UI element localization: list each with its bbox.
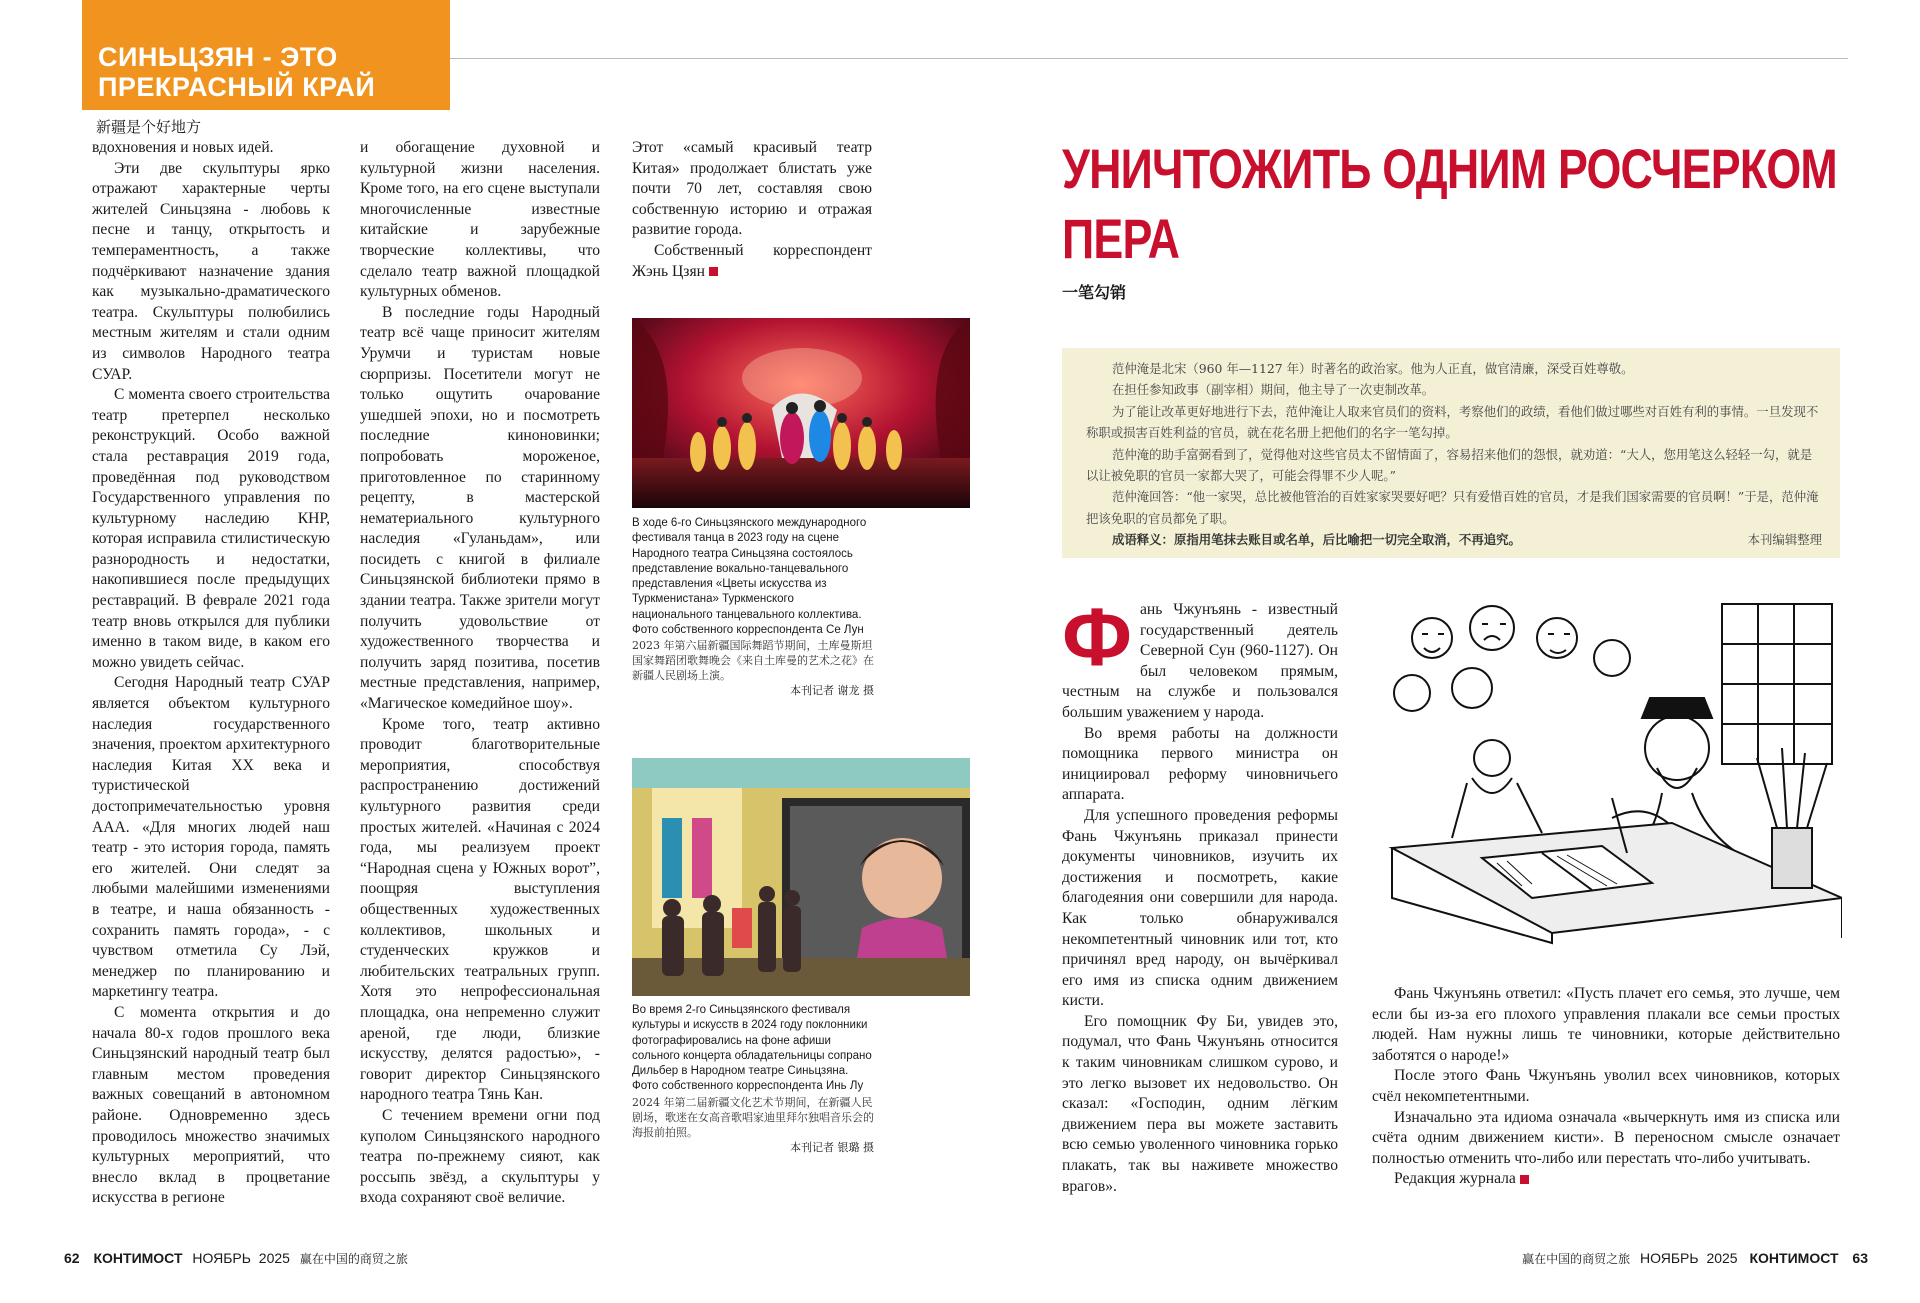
chinese-story-box	[1062, 348, 1840, 558]
zh-paragraph: 在担任参知政事（副宰相）期间，他主导了一次吏制改革。	[1112, 382, 1435, 398]
paragraph: Этот «самый красивый театр Китая» продолжает блистать уже почти 70 лет, составляя свою собственную историю и отражая развитие города.	[632, 139, 872, 239]
photo-credit: 本刊记者 谢龙 摄	[790, 684, 874, 698]
zh-paragraph: 为了能让改革更好地进行下去，范仲淹让人取来官员们的资料，考察他们的政绩，看他们做过哪些对百姓有利的事情。一旦发现不称职或损害百姓利益的官员，就在花名册上把他们的名字一笔勾掉。	[1086, 403, 1819, 441]
right-column-a	[1062, 600, 1338, 1220]
headline-line2: ПЕРА	[1062, 207, 1180, 270]
issue-month: НОЯБРЬ	[192, 1250, 251, 1266]
paragraph: Эти две скульптуры ярко отражают характерные черты жителей Синьцзяна - любовь к песне и танцу, открытость и темпераментность, а также подчёркивают назначение здания как музыкально-драматического театра. Скульптуры полюбились местным жителям и стали одним из символов Народного театра СУАР.	[92, 159, 330, 383]
left-column-3	[632, 138, 872, 288]
issue-year: 2025	[1706, 1250, 1738, 1266]
photo-theater-lobby	[632, 758, 970, 996]
paragraph: вдохновения и новых идей.	[92, 139, 274, 156]
slogan-zh: 赢在中国的商贸之旅	[299, 1252, 408, 1266]
paragraph: Во время работы на должности помощника первого министра он инициировал реформу чиновничьего аппарата.	[1062, 724, 1338, 804]
paragraph: С течением времени огни под куполом Синьцзянского народного театра по-прежнему сияют, как россыпь звёзд, а скульптуры у входа сохраняют своё величие.	[360, 1106, 600, 1207]
end-mark-icon	[709, 267, 718, 276]
section-title-line2: ПРЕКРАСНЫЙ КРАЙ	[98, 72, 376, 102]
paragraph: Его помощник Фу Би, увидев это, подумал, что Фань Чжунъянь относится к таким чиновникам слишком сурово, и это легко вызовет их недовольство. Он сказал: «Господин, одним лёгким движением пера вы можете заставить всю семью уволенного чиновника горько плакать, так вы наживете множество врагов».	[1062, 1012, 1338, 1195]
page-number-left: 62	[64, 1250, 80, 1266]
page-number-right: 63	[1852, 1250, 1868, 1266]
magazine-brand: КОНТИМОСТ	[93, 1250, 183, 1266]
paragraph: После этого Фань Чжунъянь уволил всех чиновников, которых счёл некомпетентными.	[1372, 1067, 1840, 1105]
zh-idiom-meaning: 成语释义：原指用笔抹去账目或名单，后比喻把一切完全取消，不再追究。	[1112, 532, 1521, 548]
paragraph: Для успешного проведения реформы Фань Чжунъянь приказал принести документы чиновников, изучить их достижения и посмотреть, какие благодеяния они совершили для народа. Как только обнаруживался некомпетентный чиновник или тот, кто причинял вред народу, он вычёркивал его имя из списка одним движением кисти.	[1062, 806, 1338, 1010]
photo-credit: 本刊记者 银璐 摄	[790, 1140, 874, 1154]
left-column-2	[360, 138, 600, 1213]
caption-ru: В ходе 6-го Синьцзянского международного фестиваля танца в 2023 году на сцене Народного театра Синьцзяна состоялось представление вокально-танцевального представления «Цветы искусства из Туркменистана» Туркменского национального танцевального коллектива. Фото собственного корреспондента Се Лун	[632, 517, 867, 637]
headline-line1: УНИЧТОЖИТЬ ОДНИМ РОСЧЕРКОМ	[1062, 137, 1837, 200]
paragraph: Кроме того, театр активно проводит благотворительные мероприятия, способствуя распространению достижений культурного развития среди простых жителей. «Начиная с 2024 года, мы реализуем проект “Народная сцена у Южных ворот”, поощряя выступления общественных художественных коллективов, школьных и студенческих кружков и любительских театральных групп. Хотя это непрофессиональная площадка, она непременно служит ареной, где люди, близкие искусству, делятся радостью», - говорит директор Синьцзянского народного театра Тянь Кан.	[360, 715, 600, 1104]
caption-zh: 2024 年第二届新疆文化艺术节期间，在新疆人民剧场，歌迷在女高音歌唱家迪里拜尔独唱音乐会的海报前拍照。	[632, 1095, 874, 1139]
section-subtitle-zh: 新疆是个好地方	[96, 118, 202, 136]
footer-left	[64, 1250, 408, 1267]
end-mark-icon	[1520, 1175, 1529, 1184]
paragraph: Сегодня Народный театр СУАР является объектом культурного наследия государственного значения, проектом архитектурного наследия Китая XX века и туристической достопримечательностью уровня ААА. «Для многих людей наш театр - это история города, память его жителей. Они следят за любыми малейшими изменениями в театре, и наша обязанность - сохранить память города», - с чувством отметила Су Лэй, менеджер по планированию и маркетингу театра.	[92, 674, 330, 1001]
zh-paragraph: 范仲淹是北宋（960 年—1127 年）时著名的政治家。他为人正直，做官清廉，深受百姓尊敬。	[1112, 361, 1634, 376]
photo-dance-performance	[632, 318, 970, 508]
caption-zh: 2023 年第六届新疆国际舞蹈节期间，土库曼斯坦国家舞蹈团歌舞晚会《来自土库曼的艺术之花》在新疆人民剧场上演。	[632, 639, 874, 683]
slogan-zh: 赢在中国的商贸之旅	[1522, 1252, 1631, 1266]
left-column-1	[92, 138, 330, 1228]
paragraph: С момента своего строительства театр претерпел несколько реконструкций. Особо важной стала реставрация 2019 года, проведённая под руководством Государственного управления по культурному наследию КНР, которая исправила стилистическую разнородность и недостатки, накопившиеся после предыдущих реставраций. В феврале 2021 года театр вновь открылся для публики именно в таком виде, в каком его можно увидеть сейчас.	[92, 386, 330, 671]
caption-photo-2	[632, 1003, 874, 1155]
zh-editor-credit: 本刊编辑整理	[1747, 532, 1822, 548]
section-title-line1: СИНЬЦЗЯН - ЭТО	[98, 42, 338, 72]
paragraph: Изначально эта идиома означала «вычеркнуть имя из списка или счёта одним движением кисти». В переносном смысле означает полностью отменить что-либо или перестать что-либо учитывать.	[1372, 1108, 1840, 1167]
caption-photo-1	[632, 516, 874, 699]
magazine-brand: КОНТИМОСТ	[1749, 1250, 1839, 1266]
zh-paragraph: 范仲淹回答：“他一家哭，总比被他管治的百姓家家哭要好吧？只有爱惜百姓的官员，才是我们国家需要的官员啊！”于是，范仲淹把该免职的官员都免了职。	[1086, 489, 1819, 526]
paragraph: С момента открытия и до начала 80-х годов прошлого века Синьцзянский народный театр был главным местом проведения важных совещаний в автономном районе. Одновременно здесь проводилось множество значимых культурных мероприятий, что внесло вклад в процветание искусства в регионе	[92, 1003, 330, 1207]
intro-paragraph: Ф ань Чжунъянь - известный государственный деятель Северной Сун (960-1127). Он был человеком прямым, честным на службе и пользовался большим уважением у народа.	[1062, 600, 1338, 721]
ink-sketch	[1372, 598, 1842, 946]
paragraph: Фань Чжунъянь ответил: «Пусть плачет его семья, это лучше, чем если бы из-за его плохого управления плакали все семьи простых людей. Нам нужны лишь те чиновники, которые действительно заботятся о народе!»	[1372, 985, 1840, 1064]
paragraph: В последние годы Народный театр всё чаще приносит жителям Урумчи и туристам новые сюрпризы. Посетители могут не только ощутить очарование ушедшей эпохи, но и посмотреть последние киноновинки; попробовать мороженое, приготовленное по старинному рецепту, в мастерской нематериального культурного наследия «Гуланьдам», или посидеть с книгой в филиале Синьцзянской библиотеки прямо в здании театра. Также зрители могут получить удовольствие от художественного творчества и получить заряд позитива, посетив местные представления, например, «Магическое комедийное шоу».	[360, 303, 600, 713]
caption-ru: Во время 2-го Синьцзянского фестиваля культуры и искусств в 2024 году поклонники фотографировались на фоне афиши сольного концерта обладательницы сопрано Дильбер в Народном театре Синьцзяна. Фото собственного корреспондента Инь Лу	[632, 1004, 872, 1093]
section-tab	[82, 0, 450, 110]
footer-right	[1522, 1250, 1868, 1267]
header-rule	[450, 58, 1848, 59]
issue-year: 2025	[258, 1250, 290, 1266]
headline-subtitle-zh: 一笔勾销	[1062, 283, 1127, 302]
byline: Собственный корреспондент Жэнь Цзян	[632, 241, 872, 280]
illustration-official-writing	[1372, 598, 1842, 946]
drop-cap: Ф	[1062, 600, 1132, 683]
zh-paragraph: 范仲淹的助手富弼看到了，觉得他对这些官员太不留情面了，容易招来他们的怨恨，就劝道：“大人，您用笔这么轻轻一勾，就是以让被免职的官员一家都大哭了，可能会得罪不少人呢。”	[1086, 446, 1813, 484]
paragraph: и обогащение духовной и культурной жизни населения. Кроме того, на его сцене выступали многочисленные известные китайские и зарубежные творческие коллективы, что сделало театр важной площадкой культурных обменов.	[360, 139, 600, 301]
right-column-b	[1372, 984, 1840, 1224]
stage-illustration	[632, 318, 970, 508]
signature: Редакция журнала	[1372, 1169, 1840, 1190]
issue-month: НОЯБРЬ	[1640, 1250, 1699, 1266]
lobby-illustration	[632, 758, 970, 996]
